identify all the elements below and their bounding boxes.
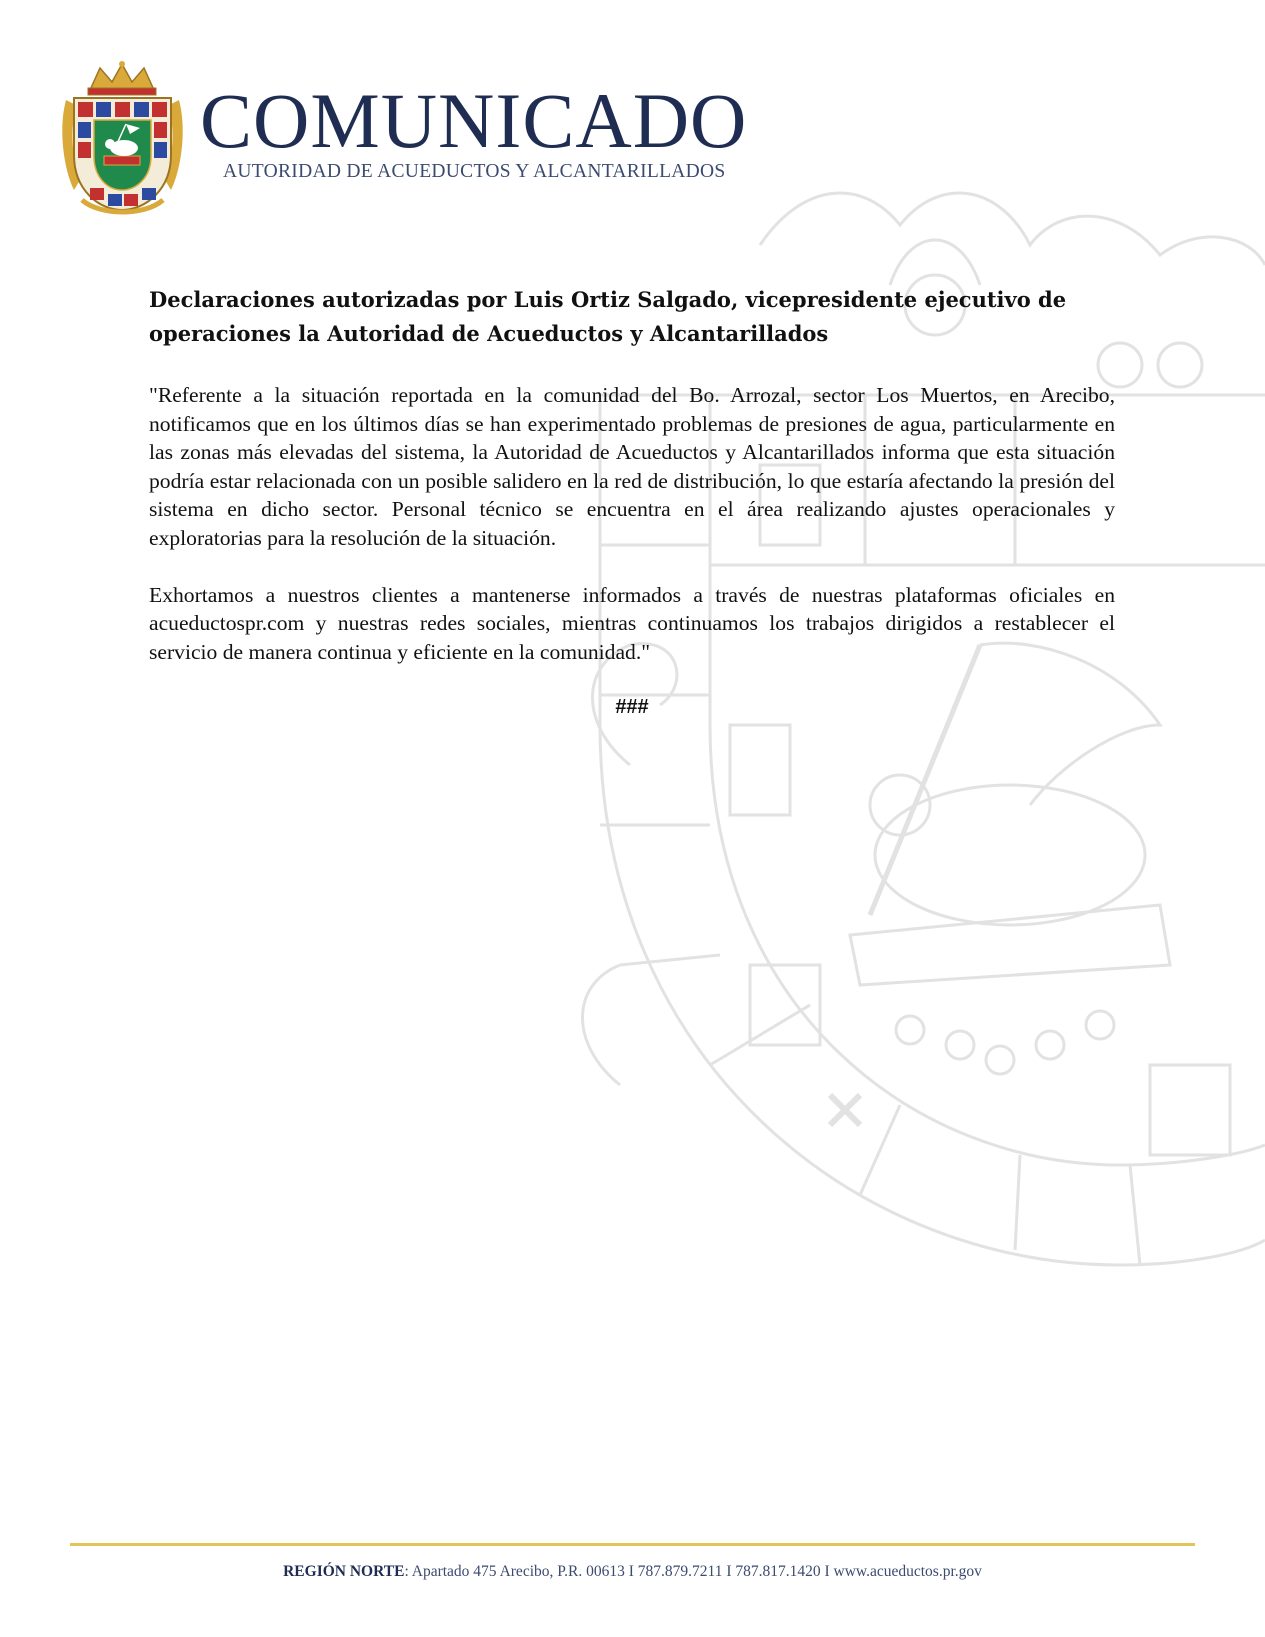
puerto-rico-coat-of-arms-icon bbox=[60, 60, 185, 216]
agency-name: AUTORIDAD DE ACUEDUCTOS Y ALCANTARILLADOS bbox=[223, 161, 726, 182]
statement-title: Declaraciones autorizadas por Luis Ortiz Salgado, vicepresidente ejecutivo de operaciones la Autoridad de Acueductos y Alcantarillados bbox=[149, 287, 1067, 346]
page-title: COMUNICADO bbox=[200, 77, 748, 164]
statement-paragraph: Exhortamos a nuestros clientes a mantenerse informados a través de nuestras plataformas oficiales en acueductospr.com y nuestras redes sociales, mientras continuamos los trabajos dirigidos a restablecer el servicio de manera continua y eficiente en la comunidad." bbox=[149, 582, 1115, 664]
footer-divider bbox=[70, 1543, 1195, 1546]
footer-region: REGIÓN NORTE bbox=[283, 1563, 405, 1580]
footer-contact bbox=[0, 1563, 1265, 1581]
statement-paragraph: "Referente a la situación reportada en la comunidad del Bo. Arrozal, sector Los Muertos, en Arecibo, notificamos que en los últimos días se han experimentado problemas de presiones de agua, particularmente en las zonas más elevadas del sistema, la Autoridad de Acueductos y Alcantarillados informa que esta situación podría estar relacionada con un posible salidero en la red de distribución, lo que estaría afectando la presión del sistema en dicho sector. Personal técnico se encuentra en el área realizando ajustes operacionales y exploratorias para la resolución de la situación. bbox=[149, 383, 1115, 550]
statement-body bbox=[149, 283, 1115, 719]
footer-address: : Apartado 475 Arecibo, P.R. 00613 I 787.879.7211 I 787.817.1420 I www.acueductos.pr.gov bbox=[404, 1563, 982, 1580]
end-mark: ### bbox=[615, 696, 649, 719]
